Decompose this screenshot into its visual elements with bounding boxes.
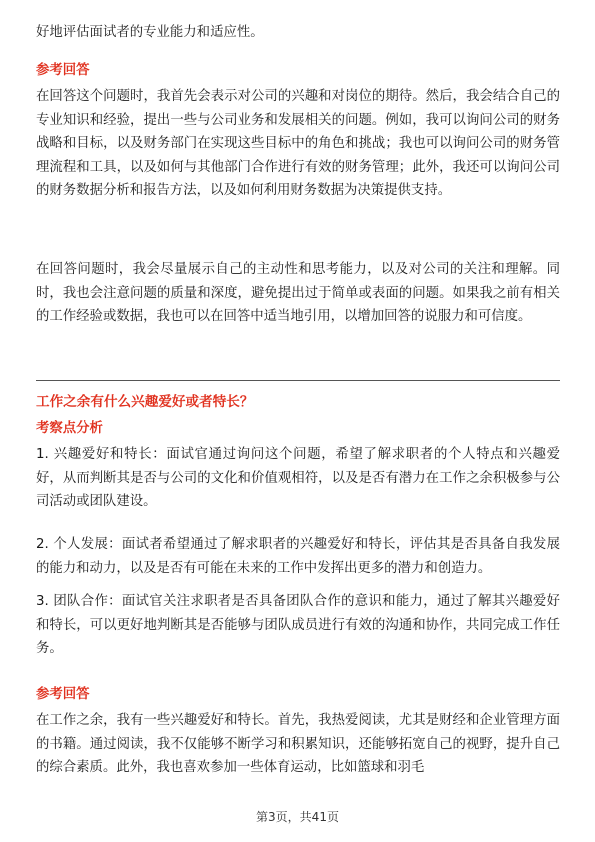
answer-paragraph: 在回答这个问题时，我首先会表示对公司的兴趣和对岗位的期待。然后，我会结合自己的专业知识和经验，提出一些与公司业务和发展相关的问题。例如，我可以询问公司的财务战略和目标，以及财务部门在实现这些目标中的角色和挑战；我也可以询问公司的财务管理流程和工具，以及如何与其他部门合作进行有效的财务管理；此外，我还可以询问公司的财务数据分析和报告方法，以及如何利用财务数据为决策提供支持。 <box>36 89 560 199</box>
analysis-label: 考察点分析 <box>36 421 103 436</box>
continued-paragraph: 好地评估面试者的专业能力和适应性。 <box>36 25 264 40</box>
answer-paragraph: 在回答问题时，我会尽量展示自己的主动性和思考能力，以及对公司的关注和理解。同时，我也会注意问题的质量和深度，避免提出过于简单或表面的问题。如果我之前有相关的工作经验或数据，我也可以在回答中适当地引用，以增加回答的说服力和可信度。 <box>36 262 560 325</box>
analysis-item: 2. 个人发展：面试者希望通过了解求职者的兴趣爱好和特长，评估其是否具备自我发展的能力和动力，以及是否有可能在未来的工作中发挥出更多的潜力和创造力。 <box>36 537 560 576</box>
analysis-item: 1. 兴趣爱好和特长：面试官通过询问这个问题，希望了解求职者的个人特点和兴趣爱好，从而判断其是否与公司的文化和价值观相符，以及是否有潜力在工作之余积极参与公司活动或团队建设。 <box>36 447 560 510</box>
reference-answer-label: 参考回答 <box>36 687 90 702</box>
analysis-item: 3. 团队合作：面试官关注求职者是否具备团队合作的意识和能力，通过了解其兴趣爱好和特长，可以更好地判断其是否能够与团队成员进行有效的沟通和协作，共同完成工作任务。 <box>36 594 560 657</box>
question-heading: 工作之余有什么兴趣爱好或者特长？ <box>36 394 254 410</box>
reference-answer-label: 参考回答 <box>36 63 90 78</box>
page-number: 第3页，共41页 <box>256 810 339 824</box>
section-divider <box>36 380 560 381</box>
answer-paragraph: 在工作之余，我有一些兴趣爱好和特长。首先，我热爱阅读，尤其是财经和企业管理方面的书籍。通过阅读，我不仅能够不断学习和积累知识，还能够拓宽自己的视野，提升自己的综合素质。此外，我也喜欢参加一些体育运动，比如篮球和羽毛 <box>36 713 560 776</box>
